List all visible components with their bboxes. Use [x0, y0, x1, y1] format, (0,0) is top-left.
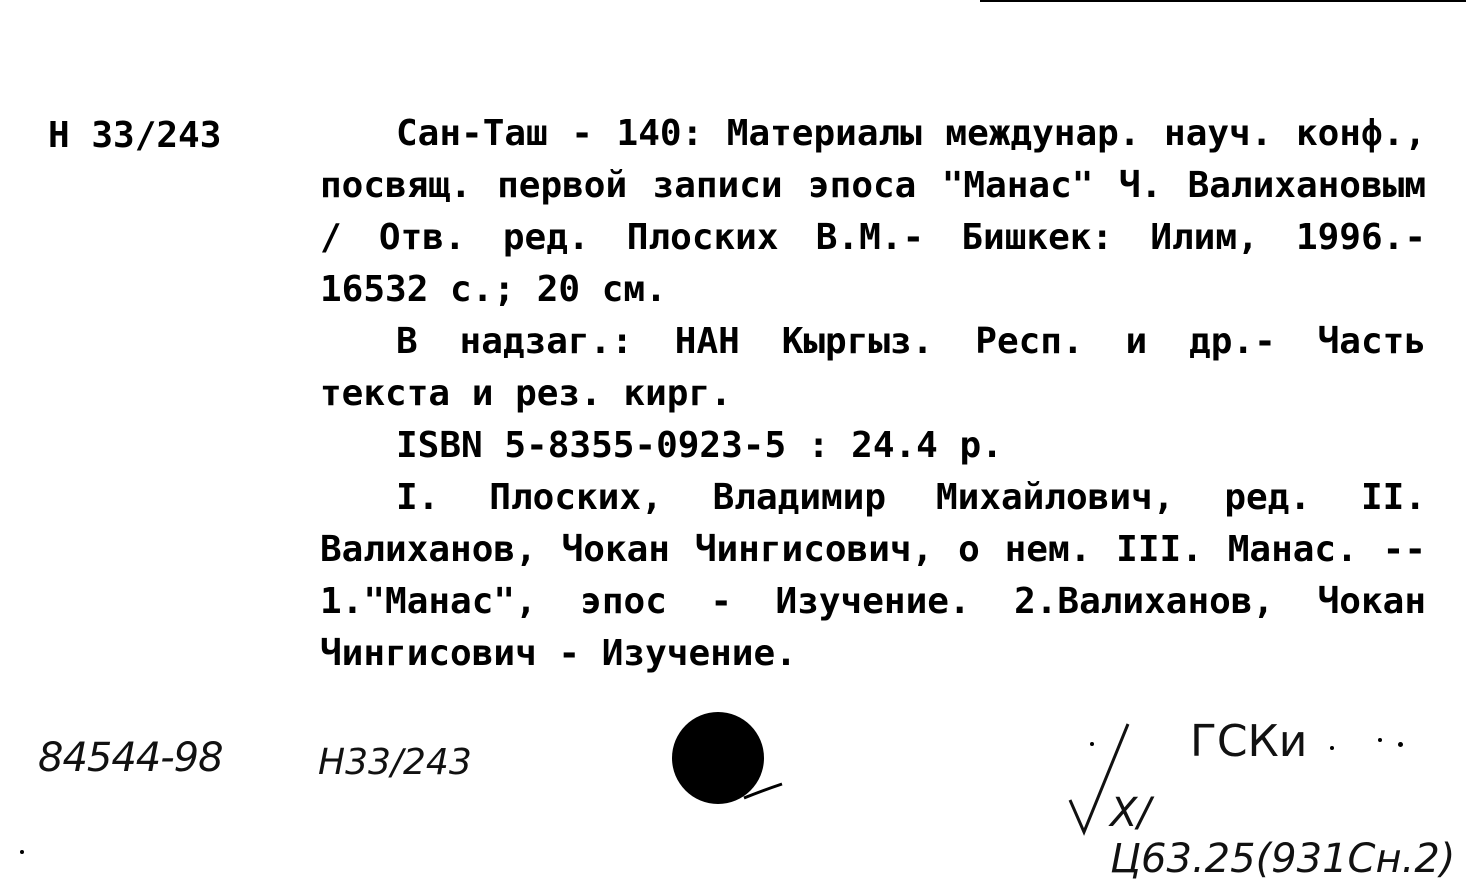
scan-speck: [1378, 738, 1382, 742]
scan-speck: [1330, 746, 1334, 750]
scan-speck: [20, 850, 24, 854]
top-edge-rule: [980, 0, 1466, 2]
handwritten-department-mark: ГСКи: [1190, 716, 1308, 767]
isbn-line: ISBN 5-8355-0923-5 : 24.4 р.: [396, 425, 1003, 466]
bibliographic-entry: [320, 108, 1426, 680]
punch-hole-tear: [742, 780, 802, 810]
call-number: Н 33/243: [48, 115, 222, 156]
title-note: В надзаг.: НАН Кыргыз. Респ. и др.- Часть текста и рез. кирг.: [320, 321, 1426, 414]
handwritten-accession-number: 84544-98: [38, 735, 223, 781]
handwritten-call-number: Н33/243: [318, 742, 472, 783]
scan-speck: [1090, 742, 1094, 746]
handwritten-classification: Х/Ц63.25(931Сн.2): [1110, 790, 1456, 882]
main-description: Сан-Таш - 140: Материалы междунар. науч. конф., посвящ. первой записи эпоса "Манас" Ч. Валихановым / Отв. ред. Плоских В.М.- Бишкек: Илим, 1996.- 16532 с.; 20 см.: [320, 113, 1426, 310]
scan-speck: [1398, 742, 1403, 747]
tracings: I. Плоских, Владимир Михайлович, ред. II. Валиханов, Чокан Чингисович, о нем. III. Манас. -- 1."Манас", эпос - Изучение. 2.Валиханов, Чокан Чингисович - Изучение.: [320, 477, 1426, 674]
